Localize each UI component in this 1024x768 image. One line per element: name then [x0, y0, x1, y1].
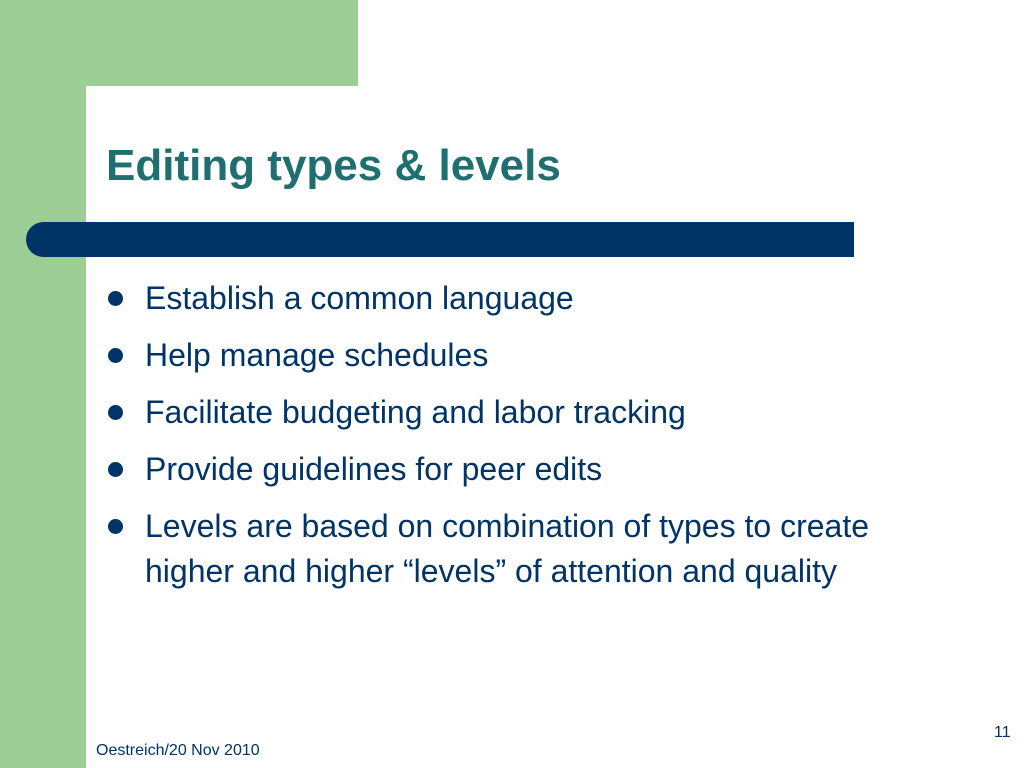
- bullet-item: [104, 333, 944, 378]
- bullet-item: [104, 504, 944, 594]
- bullet-text: Help manage schedules: [145, 337, 489, 373]
- bullet-dot-icon: [108, 519, 123, 534]
- bullet-item: [104, 447, 944, 492]
- decorative-green-sidebar: [0, 0, 86, 768]
- bullet-text: Facilitate budgeting and labor tracking: [145, 394, 686, 430]
- decorative-green-top-band: [0, 0, 358, 86]
- slide-footer: Oestreich/20 Nov 2010: [96, 742, 260, 759]
- bullet-dot-icon: [108, 405, 123, 420]
- slide-page-number: 11: [994, 724, 1011, 741]
- bullet-text: Provide guidelines for peer edits: [145, 451, 603, 487]
- bullet-text: Establish a common language: [145, 280, 574, 316]
- bullet-item: [104, 276, 944, 321]
- bullet-dot-icon: [108, 348, 123, 363]
- bullet-dot-icon: [108, 291, 123, 306]
- bullet-dot-icon: [108, 462, 123, 477]
- title-underline-bar: [26, 222, 854, 257]
- slide-title: Editing types & levels: [106, 141, 561, 190]
- bullet-text: Levels are based on combination of types to create higher and higher “levels” of attention and quality: [145, 508, 869, 589]
- bullet-list: [104, 276, 944, 606]
- bullet-item: [104, 390, 944, 435]
